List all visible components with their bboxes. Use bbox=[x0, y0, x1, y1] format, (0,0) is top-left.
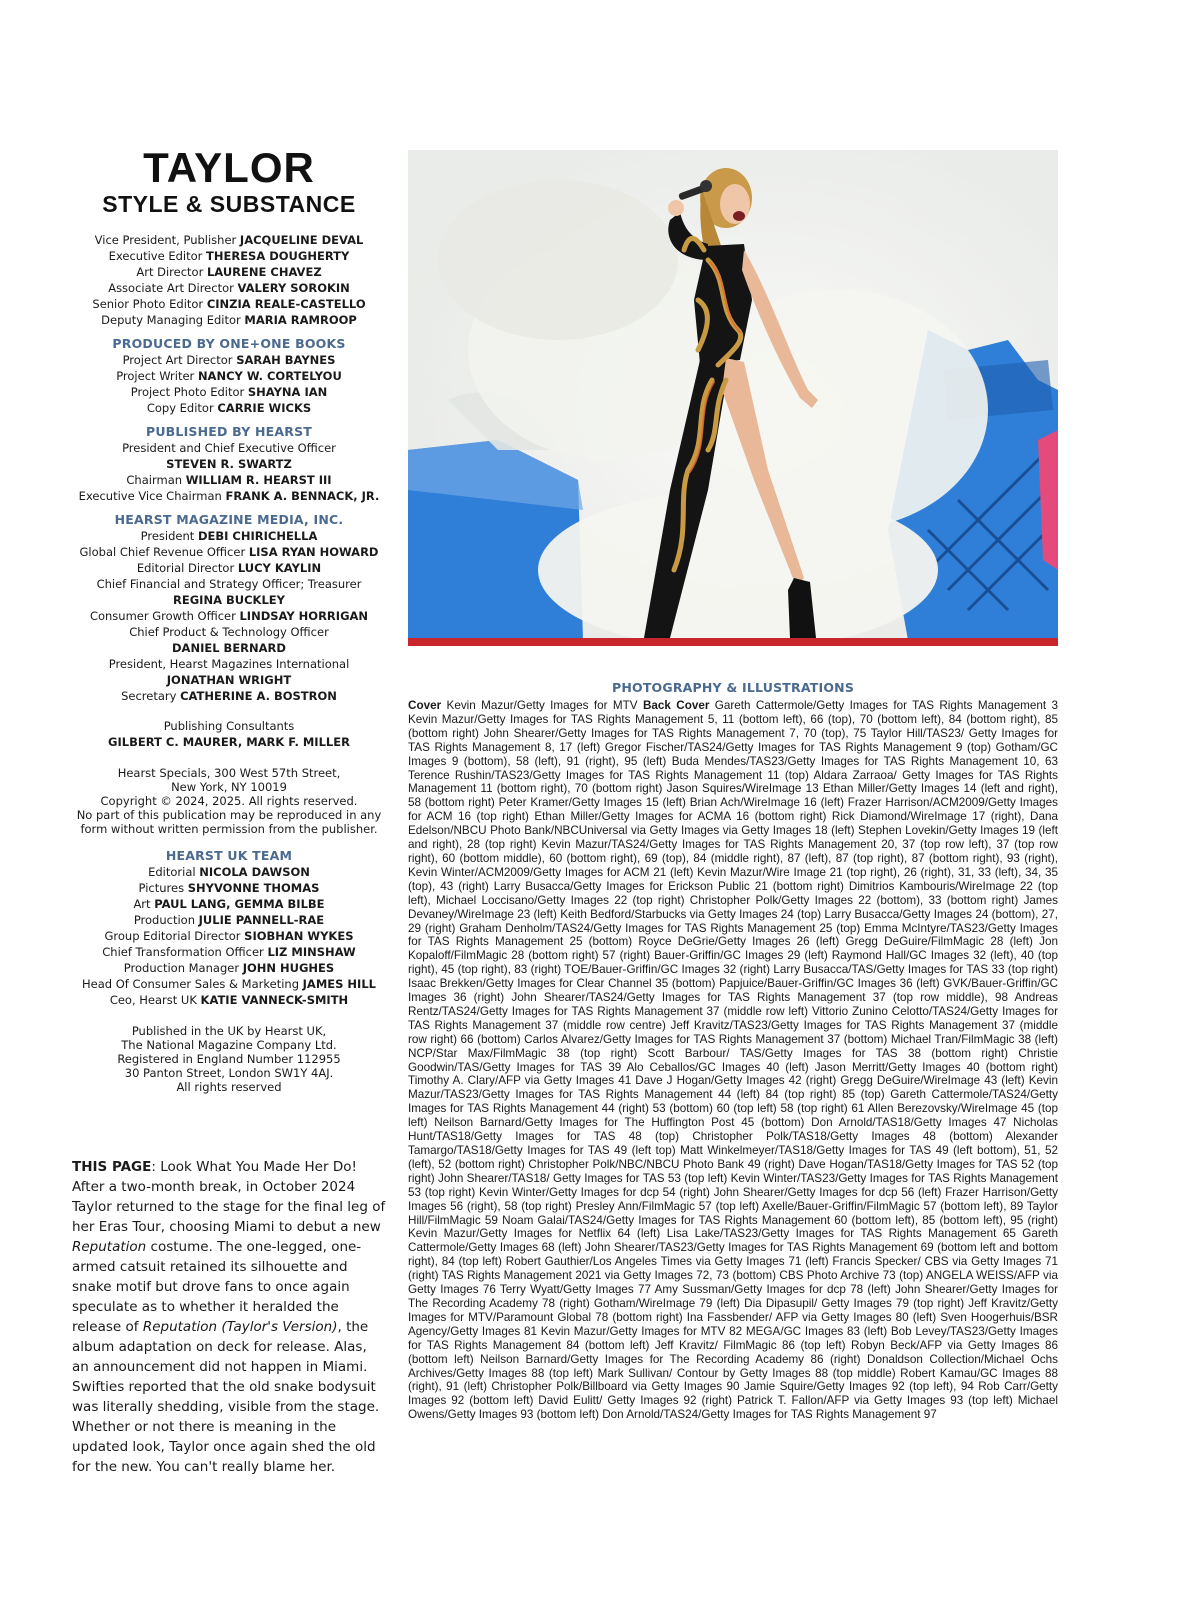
staff-line: Project Writer NANCY W. CORTELYOU bbox=[116, 369, 342, 383]
staff-list bbox=[70, 232, 388, 328]
staff-line: Head Of Consumer Sales & Marketing JAMES HILL bbox=[82, 977, 376, 991]
staff-line: Production Manager JOHN HUGHES bbox=[123, 961, 335, 975]
section-heading: HEARST MAGAZINE MEDIA, INC. bbox=[114, 512, 344, 527]
staff-line: Consumer Growth Officer LINDSAY HORRIGAN bbox=[89, 609, 369, 623]
address-section bbox=[70, 766, 388, 836]
staff-line: Project Art Director SARAH BAYNES bbox=[122, 353, 336, 367]
publisher-line: The National Magazine Company Ltd. bbox=[121, 1038, 337, 1052]
staff-line: Project Photo Editor SHAYNA IAN bbox=[130, 385, 328, 399]
caption-text: , the album adaptation on deck for release. Alas, an announcement did not happen in Miami. Swifties reported that the old snake bodysuit was literally shedding, visible from the stage. Whether or not there is meaning in the updated look, Taylor once again shed the old for the new. You can't really blame her. bbox=[72, 1319, 380, 1475]
staff-line: Editorial NICOLA DAWSON bbox=[148, 865, 310, 879]
publisher-line: Published in the UK by Hearst UK, bbox=[131, 1024, 327, 1038]
staff-line: Senior Photo Editor CINZIA REALE-CASTELLO bbox=[92, 297, 366, 311]
staff-role: Publishing Consultants bbox=[163, 719, 295, 733]
uk-team-section bbox=[70, 848, 388, 1008]
caption-text: : Look What You Made Her Do! After a two-month break, in October 2024 Taylor returned to the stage for the final leg of her Eras Tour, choosing Miami to debut a new bbox=[72, 1159, 386, 1235]
staff-line: President DEBI CHIRICHELLA bbox=[140, 529, 318, 543]
staff-line: Pictures SHYVONNE THOMAS bbox=[138, 881, 320, 895]
rights-line: No part of this publication may be reproduced in any bbox=[76, 808, 382, 822]
staff-line: Vice President, Publisher JACQUELINE DEVAL bbox=[94, 233, 364, 247]
caption-lead: THIS PAGE bbox=[72, 1159, 152, 1175]
credits-label-cover: Cover bbox=[408, 699, 442, 712]
staff-role: President, Hearst Magazines International bbox=[108, 657, 350, 671]
publisher-line: Registered in England Number 112955 bbox=[117, 1052, 341, 1066]
masthead-title: TAYLOR bbox=[143, 144, 315, 191]
staff-line: Secretary CATHERINE A. BOSTRON bbox=[121, 689, 337, 703]
credits-cover-text: Kevin Mazur/Getty Images for MTV bbox=[441, 699, 643, 712]
staff-line: Global Chief Revenue Officer LISA RYAN HOWARD bbox=[79, 545, 379, 559]
staff-name: DANIEL BERNARD bbox=[172, 641, 286, 655]
staff-line: Editorial Director LUCY KAYLIN bbox=[136, 561, 322, 575]
credits-heading: PHOTOGRAPHY & ILLUSTRATIONS bbox=[611, 680, 855, 695]
staff-line: Copy Editor CARRIE WICKS bbox=[146, 401, 312, 415]
performer-image bbox=[408, 150, 1058, 646]
caption-text: costume. The one-legged, one-armed catsuit retained its silhouette and snake motif but drove fans to once again speculate as to whether it heralded the release of bbox=[72, 1239, 362, 1335]
caption-italic: Reputation bbox=[72, 1239, 147, 1255]
staff-name: STEVEN R. SWARTZ bbox=[166, 457, 292, 471]
publisher-line: 30 Panton Street, London SW1Y 4AJ. bbox=[124, 1066, 334, 1080]
staff-role: Chief Financial and Strategy Officer; Treasurer bbox=[96, 577, 362, 591]
consultants-section bbox=[70, 718, 388, 750]
rights-line: form without written permission from the publisher. bbox=[80, 822, 378, 836]
uk-publisher-section bbox=[70, 1024, 388, 1094]
masthead-subtitle: STYLE & SUBSTANCE bbox=[102, 191, 356, 217]
copyright-line: Copyright © 2024, 2025. All rights reserved. bbox=[100, 794, 358, 808]
section-heading: PRODUCED BY ONE+ONE BOOKS bbox=[112, 336, 346, 351]
produced-by-section bbox=[70, 336, 388, 416]
section-heading: HEARST UK TEAM bbox=[165, 848, 293, 863]
staff-line: Art Director LAURENE CHAVEZ bbox=[136, 265, 322, 279]
hearst-media-section bbox=[70, 512, 388, 704]
staff-name: REGINA BUCKLEY bbox=[173, 593, 285, 607]
publisher-line: All rights reserved bbox=[176, 1080, 282, 1094]
staff-line: Chairman WILLIAM R. HEARST III bbox=[126, 473, 332, 487]
staff-name: JONATHAN WRIGHT bbox=[166, 673, 292, 687]
staff-role: President and Chief Executive Officer bbox=[122, 441, 336, 455]
caption-italic: Reputation (Taylor's Version) bbox=[142, 1319, 338, 1335]
staff-line: Ceo, Hearst UK KATIE VANNECK-SMITH bbox=[109, 993, 349, 1007]
staff-line: Production JULIE PANNELL-RAE bbox=[133, 913, 325, 927]
masthead bbox=[70, 146, 388, 1102]
staff-line: Executive Editor THERESA DOUGHERTY bbox=[108, 249, 350, 263]
staff-line: Art PAUL LANG, GEMMA BILBE bbox=[133, 897, 325, 911]
concert-photo bbox=[408, 150, 1058, 646]
staff-line: Executive Vice Chairman FRANK A. BENNACK, JR. bbox=[78, 489, 380, 503]
credits-label-back: Back Cover bbox=[642, 699, 710, 712]
credits-body: Gareth Cattermole/Getty Images for TAS Rights Management 3 Kevin Mazur/Getty Images for TAS Rights Management 5, 11 (bottom left), 66 (top), 70 (bottom left), 84 (bottom right), 85 (bottom right) John Shearer/Getty Images for TAS Rights Management 7, 70 (top), 75 Taylor Hill/TAS23/ Getty Images for TAS Rights Management 8, 17 (left) Gregor Fischer/TAS24/Getty Images for TAS Rights Management 9 (top) Gotham/GC Images 9 (bottom), 58 (left), 91 (right), 95 (left) Buda Mendes/TAS23/Getty Images for TAS Rights Management 10, 63 Terence Rushin/TAS23/Getty Images for TAS Rights Management 11 (top) Aldara Zarraoa/ Getty Images for TAS Rights Management 11 (bottom right), 70 (bottom right) Jason Squires/WireImage 13 Ethan Miller/Getty Images 14 (left and right), 58 (bottom right) Peter Kramer/Getty Images 15 (left) Brian Ach/WireImage 16 (left) Frazer Harrison/ACM2009/Getty Images for ACM 16 (top right) Ethan Miller/Getty Images for ACMA 16 (bottom right) Rick Diamond/WireImage 17 (right), Dana Edelson/NBCU Photo Bank/NBCUniversal via Getty Images via Getty Images 18 (left) Stephen Lovekin/Getty Images 19 (left and right), 28 (top right) Kevin Mazur/TAS24/Getty Images for TAS Rights Management 20, 37 (top row left), 37 (top row right), 60 (bottom middle), 60 (bottom right), 69 (top), 84 (middle right), 87 (left), 87 (top right), 87 (bottom right), 93 (right), Kevin Winter/ACM2009/Getty Images for ACM 21 (left) Kevin Mazur/Wire Image 21 (top right), 26 (right), 31, 33 (left), 34, 35 (top), 43 (right) Larry Busacca/Getty Images for Erickson Public 21 (bottom right) Dimitrios Kambouris/WireImage 22 (top left), Michael Loccisano/Getty Images 22 (top right) Christopher Polk/Getty Images 22 (bottom), 33 (bottom right) James Devaney/WireImage 23 (left) Keith Bedford/Starbucks via Getty Images 24 (top) Larry Busacca/Getty Images 24 (bottom), 27, 29 (right) Graham Denholm/TAS24/Getty Images for TAS Rights Management 25 (top) Emma McIntyre/TAS23/Getty Images for TAS Rights Management 25 (bottom) Royce DeGrie/Getty Images 26 (left) Gregg DeGuire/FilmMagic 28 (left) Jon Kopaloff/FilmMagic 28 (bottom right) 57 (right) Bauer-Griffin/GC Images 29 (left) Raymond Hall/GC Images 32 (left), 40 (top right), 45 (top right), 83 (right) TOE/Bauer-Griffin/GC Images 32 (right) Larry Busacca/TAS/Getty Images for TAS 33 (top right) Isaac Brekken/Getty Images for Clear Channel 35 (bottom) Papjuice/Bauer-Griffin/GC Images 36 (left) GVK/Bauer-Griffin/GC Images 36 (right) John Shearer/TAS24/Getty Images for TAS Rights Management 37 (top row middle), 98 Andreas Rentz/TAS24/Getty Images for TAS Rights Management 37 (middle row left) Vittorio Zunino Celotto/TAS24/Getty Images for TAS Rights Management 37 (middle row centre) Jeff Kravitz/TAS23/Getty Images for TAS Rights Management 37 (middle row right) 66 (bottom) Carlos Alvarez/Getty Images for TAS Rights Management 37 (bottom) Michael Tran/FilmMagic 38 (left) NCP/Star Max/FilmMagic 38 (top right) Scott Barbour/ TAS/Getty Images for TAS 38 (bottom right) Christie Goodwin/TAS/Getty Images for TAS 39 Alo Ceballos/GC Images 40 (left) Jason Merritt/Getty Images 40 (bottom right) Timothy A. Clary/AFP via Getty Images 41 Dave J Hogan/Getty Images 42 (right) Gregg DeGuire/WireImage 43 (left) Kevin Mazur/TAS23/Getty Images for TAS Rights Management 44 (left) 84 (top right) 85 (top) Gareth Cattermole/TAS24/Getty Images for TAS Rights Management 44 (right) 53 (bottom) 60 (top left) 58 (top right) 61 Allen Berezovsky/WireImage 45 (top left) Neilson Barnard/Getty Images for The Huffington Post 45 (bottom) Don Arnold/TAS18/Getty Images 47 Nicholas Hunt/TAS18/Getty Images for TAS 48 (top) Christopher Polk/TAS18/Getty Images 48 (bottom) Alexander Tamargo/TAS18/Getty Images for TAS 49 (left top) Matt Winkelmeyer/TAS18/Getty Images for TAS 49 (left bottom), 51, 52 (left), 52 (bottom right) Christopher Polk/NBC/NBCU Photo Bank 49 (right) Dave Hogan/TAS18/Getty Images for TAS 52 (top right) John Shearer/TAS18/ Getty Images for TAS 53 (top left) Kevin Winter/TAS23/Getty Images for TAS Rights Management 53 (top right) Kevin Winter/Getty Images for dcp 54 (right) John Shearer/Getty Images for dcp 56 (left) Frazer Harrison/Getty Images 56 (right), 58 (top right) Presley Ann/FilmMagic 57 (top left) Axelle/Bauer-Griffin/FilmMagic 57 (bottom left), 89 Taylor Hill/FilmMagic 59 Noam Galai/TAS24/Getty Images for TAS Rights Management 60 (bottom left), 85 (bottom left), 95 (right) Kevin Mazur/Getty Images for Netflix 64 (left) Lisa Lake/TAS23/Getty Images for TAS Rights Management 65 Gareth Cattermole/Getty Images 68 (left) John Shearer/TAS23/Getty Images for TAS Rights Management 69 (bottom left and bottom right), 84 (top left) Robert Gauthier/Los Angeles Times via Getty Images 71 (left) Francis Specker/ CBS via Getty Images 71 (right) TAS Rights Management 2021 via Getty Images 72, 73 (bottom) CBS Photo Archive 73 (top) ANGELA WEISS/AFP via Getty Images 76 Terry Wyatt/Getty Images 77 Amy Sussman/Getty Images for dcp 78 (left) John Shearer/Getty Images for The Recording Academy 78 (right) Gotham/WireImage 79 (left) Dia Dipasupil/ Getty Images 79 (top right) Jeff Kravitz/Getty Images for MTV/Paramount Global 78 (bottom right) Ina Fassbender/ AFP via Getty Images 80 (left) Sven Hoogerhuis/BSR Agency/Getty Images 81 Kevin Mazur/Getty Images for MTV 82 MEGA/GC Images 83 (left) Bob Levey/TAS23/Getty Images for TAS Rights Management 84 (bottom left) Jeff Kravitz/ FilmMagic 86 (top left) Robyn Beck/AFP via Getty Images 86 (bottom left) Neilson Barnard/Getty Images for The Recording Academy 86 (right) Donaldson Collection/Michael Ochs Archives/Getty Images 88 (top left) Mark Sullivan/ Contour by Getty Images 88 (top middle) Robert Kamau/GC Images 88 (right), 91 (left) Christopher Polk/Billboard via Getty Images 90 Jamie Squire/Getty Images 92 (top left), 94 Rob Carr/Getty Images 92 (bottom left) David Eulitt/ Getty Images 92 (right) Patrick T. Fallon/AFP via Getty Images 93 (top left) Michael Owens/Getty Images 93 (bottom left) Don Arnold/TAS24/Getty Images for TAS Rights Management 97 bbox=[408, 699, 1058, 1422]
staff-line: Chief Transformation Officer LIZ MINSHAW bbox=[102, 945, 356, 959]
staff-line: Deputy Managing Editor MARIA RAMROOP bbox=[101, 313, 357, 327]
address-line: New York, NY 10019 bbox=[171, 780, 287, 794]
staff-line: Group Editorial Director SIOBHAN WYKES bbox=[104, 929, 354, 943]
photo-credits bbox=[408, 699, 1058, 1422]
photo-caption bbox=[72, 1157, 386, 1477]
address-line: Hearst Specials, 300 West 57th Street, bbox=[117, 766, 341, 780]
staff-line: Associate Art Director VALERY SOROKIN bbox=[108, 281, 350, 295]
published-by-section bbox=[70, 424, 388, 504]
staff-role: Chief Product & Technology Officer bbox=[129, 625, 329, 639]
section-heading: PUBLISHED BY HEARST bbox=[145, 424, 313, 439]
staff-name: GILBERT C. MAURER, MARK F. MILLER bbox=[108, 735, 350, 749]
